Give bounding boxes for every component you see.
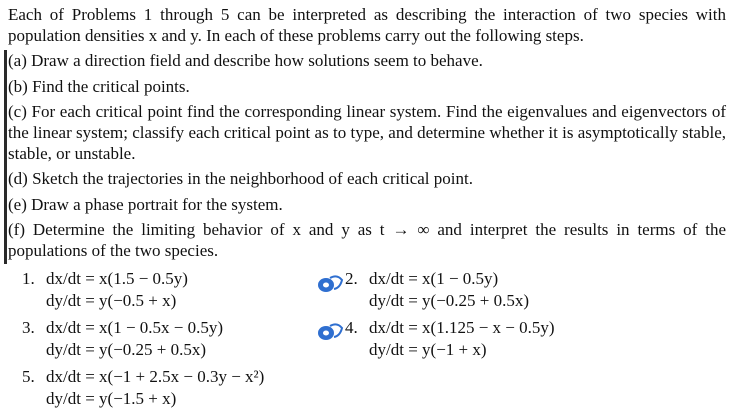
problem-eq-dy: dy/dt = y(−1.5 + x) bbox=[46, 389, 177, 408]
problem-number: 2. bbox=[345, 269, 358, 288]
step-f: (f) Determine the limiting behavior of x and y as t → ∞ and interpret the results in terms of the populations of the two species. bbox=[8, 220, 726, 260]
step-b: (b) Find the critical points. bbox=[8, 77, 190, 96]
intro-paragraph: Each of Problems 1 through 5 can be interpreted as describing the interaction of two species with population densities x and y. In each of these problems carry out the following steps. bbox=[8, 5, 726, 45]
step-c: (c) For each critical point find the corresponding linear system. Find the eigenvalues and eigenvectors of the linear system; classify each critical point as to type, and determine whether it is asymptotically stable, stable, or unstable. bbox=[8, 102, 726, 163]
steps-left-rule bbox=[4, 50, 7, 264]
problem-number: 3. bbox=[22, 318, 35, 337]
problem-number: 5. bbox=[22, 367, 35, 386]
problem-eq-dx: dx/dt = x(1.5 − 0.5y) bbox=[46, 269, 188, 288]
computer-disc-icon bbox=[316, 274, 344, 294]
step-d: (d) Sketch the trajectories in the neighborhood of each critical point. bbox=[8, 169, 473, 188]
problem-2 bbox=[345, 268, 529, 312]
problem-eq-dx: dx/dt = x(1 − 0.5y) bbox=[369, 269, 499, 288]
problem-eq-dy: dy/dt = y(−0.5 + x) bbox=[46, 291, 177, 310]
problem-4 bbox=[345, 317, 555, 361]
computer-disc-icon bbox=[316, 322, 344, 342]
problem-eq-dx: dx/dt = x(1.125 − x − 0.5y) bbox=[369, 318, 555, 337]
problem-eq-dy: dy/dt = y(−0.25 + 0.5x) bbox=[46, 340, 207, 359]
problem-number: 1. bbox=[22, 269, 35, 288]
step-e: (e) Draw a phase portrait for the system. bbox=[8, 195, 283, 214]
problem-eq-dy: dy/dt = y(−0.25 + 0.5x) bbox=[369, 291, 530, 310]
problem-number: 4. bbox=[345, 318, 358, 337]
problem-5 bbox=[22, 366, 264, 410]
problem-1 bbox=[22, 268, 188, 312]
step-a: (a) Draw a direction field and describe how solutions seem to behave. bbox=[8, 51, 483, 70]
problem-eq-dx: dx/dt = x(−1 + 2.5x − 0.3y − x²) bbox=[46, 367, 265, 386]
problem-3 bbox=[22, 317, 223, 361]
problem-eq-dy: dy/dt = y(−1 + x) bbox=[369, 340, 487, 359]
problem-eq-dx: dx/dt = x(1 − 0.5x − 0.5y) bbox=[46, 318, 224, 337]
